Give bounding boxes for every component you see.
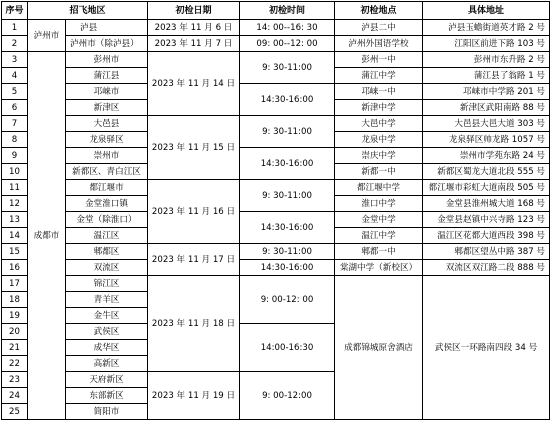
row-index: 7 [2, 116, 28, 132]
place-cell: 棠湖中学（新校区） [335, 260, 423, 276]
city-cell-luzhou: 泸州市 [28, 20, 66, 52]
place-cell: 郫都一中 [335, 244, 423, 260]
district-cell: 双流区 [66, 260, 148, 276]
row-index: 15 [2, 244, 28, 260]
time-cell: 9: 30-11:00 [240, 180, 335, 212]
row-index: 2 [2, 36, 28, 52]
place-cell: 金堂中学 [335, 212, 423, 228]
address-cell: 都江堰市彩虹大道南段 505 号 [423, 180, 550, 196]
district-cell: 都江堰市 [66, 180, 148, 196]
district-cell: 郫都区 [66, 244, 148, 260]
table-row [2, 276, 550, 292]
row-index: 1 [2, 20, 28, 36]
row-index: 20 [2, 324, 28, 340]
row-index: 12 [2, 196, 28, 212]
table-row [2, 148, 550, 164]
row-index: 8 [2, 132, 28, 148]
col-header-time: 初检时间 [240, 2, 335, 20]
table-row [2, 212, 550, 228]
district-cell: 蒲江县 [66, 68, 148, 84]
row-index: 6 [2, 100, 28, 116]
time-cell: 14:30-16:00 [240, 148, 335, 180]
district-cell: 崇州市 [66, 148, 148, 164]
row-index: 19 [2, 308, 28, 324]
header-row [2, 2, 550, 20]
district-cell: 温江区 [66, 228, 148, 244]
address-cell: 邛崃市中学路 201 号 [423, 84, 550, 100]
district-cell: 金牛区 [66, 308, 148, 324]
row-index: 18 [2, 292, 28, 308]
table-row [2, 116, 550, 132]
table-row [2, 260, 550, 276]
address-cell: 蒲江县了翁路 1 号 [423, 68, 550, 84]
row-index: 17 [2, 276, 28, 292]
district-cell: 简阳市 [66, 404, 148, 420]
place-cell: 泸州外国语学校 [335, 36, 423, 52]
col-header-region: 招飞地区 [28, 2, 148, 20]
district-cell: 大邑县 [66, 116, 148, 132]
district-cell: 龙泉驿区 [66, 132, 148, 148]
row-index: 4 [2, 68, 28, 84]
col-header-index: 序号 [2, 2, 28, 20]
district-cell: 邛崃市 [66, 84, 148, 100]
col-header-address: 具体地址 [423, 2, 550, 20]
district-cell: 高新区 [66, 356, 148, 372]
date-cell: 2023 年 11 月 18 日 [148, 276, 240, 372]
place-cell: 崇庆中学 [335, 148, 423, 164]
time-cell: 14: 00--16: 30 [240, 20, 335, 36]
time-cell: 9: 00-12:00 [240, 372, 335, 420]
place-cell: 邛崃一中 [335, 84, 423, 100]
date-cell: 2023 年 11 月 16 日 [148, 180, 240, 244]
address-cell: 江阳区前进下路 103 号 [423, 36, 550, 52]
time-cell: 14:30-16:00 [240, 84, 335, 116]
district-cell: 新都区、青白江区 [66, 164, 148, 180]
place-cell: 泸县二中 [335, 20, 423, 36]
date-cell: 2023 年 11 月 19 日 [148, 372, 240, 420]
district-cell: 泸州市（除泸县） [66, 36, 148, 52]
table-row [2, 52, 550, 68]
time-cell: 9: 30-11:00 [240, 244, 335, 260]
address-cell: 彭州市东升路 2 号 [423, 52, 550, 68]
place-cell: 新都一中 [335, 164, 423, 180]
table-row [2, 180, 550, 196]
place-cell: 蒲江中学 [335, 68, 423, 84]
row-index: 24 [2, 388, 28, 404]
col-header-date: 初检日期 [148, 2, 240, 20]
row-index: 11 [2, 180, 28, 196]
place-cell: 大邑中学 [335, 116, 423, 132]
district-cell: 金堂（除淮口） [66, 212, 148, 228]
table-row [2, 36, 550, 52]
city-cell-chengdu: 成都市 [28, 52, 66, 420]
date-cell: 2023 年 11 月 14 日 [148, 52, 240, 116]
address-cell: 泸县玉蟾街道英才路 2 号 [423, 20, 550, 36]
row-index: 10 [2, 164, 28, 180]
place-cell: 都江堰中学 [335, 180, 423, 196]
address-cell: 武侯区一环路南四段 34 号 [423, 276, 550, 420]
address-cell: 新津区武阳南路 88 号 [423, 100, 550, 116]
table-row [2, 20, 550, 36]
address-cell: 金堂县赵镇中兴寺路 123 号 [423, 212, 550, 228]
row-index: 21 [2, 340, 28, 356]
row-index: 22 [2, 356, 28, 372]
date-cell: 2023 年 11 月 7 日 [148, 36, 240, 52]
row-index: 5 [2, 84, 28, 100]
place-cell: 成都锦城原舍酒店 [335, 276, 423, 420]
row-index: 14 [2, 228, 28, 244]
table-row [2, 244, 550, 260]
district-cell: 青羊区 [66, 292, 148, 308]
row-index: 13 [2, 212, 28, 228]
place-cell: 彭州一中 [335, 52, 423, 68]
schedule-table [1, 1, 550, 420]
district-cell: 彭州市 [66, 52, 148, 68]
table-row [2, 84, 550, 100]
address-cell: 崇州市学苑东路 24 号 [423, 148, 550, 164]
time-cell: 14:00-16:30 [240, 324, 335, 372]
time-cell: 14:30-16:00 [240, 260, 335, 276]
district-cell: 天府新区 [66, 372, 148, 388]
place-cell: 新津中学 [335, 100, 423, 116]
place-cell: 温江中学 [335, 228, 423, 244]
district-cell: 东部新区 [66, 388, 148, 404]
date-cell: 2023 年 11 月 17 日 [148, 244, 240, 276]
address-cell: 龙泉驿区帅龙路 1057 号 [423, 132, 550, 148]
row-index: 25 [2, 404, 28, 420]
address-cell: 双流区双江路二段 888 号 [423, 260, 550, 276]
address-cell: 大邑县大邑大道 303 号 [423, 116, 550, 132]
time-cell: 9: 30-11:00 [240, 116, 335, 148]
time-cell: 9: 00-12: 00 [240, 276, 335, 324]
district-cell: 成华区 [66, 340, 148, 356]
date-cell: 2023 年 11 月 6 日 [148, 20, 240, 36]
row-index: 23 [2, 372, 28, 388]
address-cell: 温江区花都大道西段 398 号 [423, 228, 550, 244]
place-cell: 淮口中学 [335, 196, 423, 212]
time-cell: 9: 30-11:00 [240, 52, 335, 84]
address-cell: 金堂县淮州城大道 168 号 [423, 196, 550, 212]
district-cell: 金堂淮口镇 [66, 196, 148, 212]
time-cell: 09: 00--12: 00 [240, 36, 335, 52]
col-header-place: 初检地点 [335, 2, 423, 20]
district-cell: 锦江区 [66, 276, 148, 292]
row-index: 16 [2, 260, 28, 276]
row-index: 9 [2, 148, 28, 164]
district-cell: 泸县 [66, 20, 148, 36]
place-cell: 龙泉中学 [335, 132, 423, 148]
date-cell: 2023 年 11 月 15 日 [148, 116, 240, 180]
address-cell: 郫都区望丛中路 387 号 [423, 244, 550, 260]
district-cell: 武侯区 [66, 324, 148, 340]
address-cell: 新都区蜀龙大道北段 555 号 [423, 164, 550, 180]
row-index: 3 [2, 52, 28, 68]
district-cell: 新津区 [66, 100, 148, 116]
time-cell: 14:30-16:00 [240, 212, 335, 244]
